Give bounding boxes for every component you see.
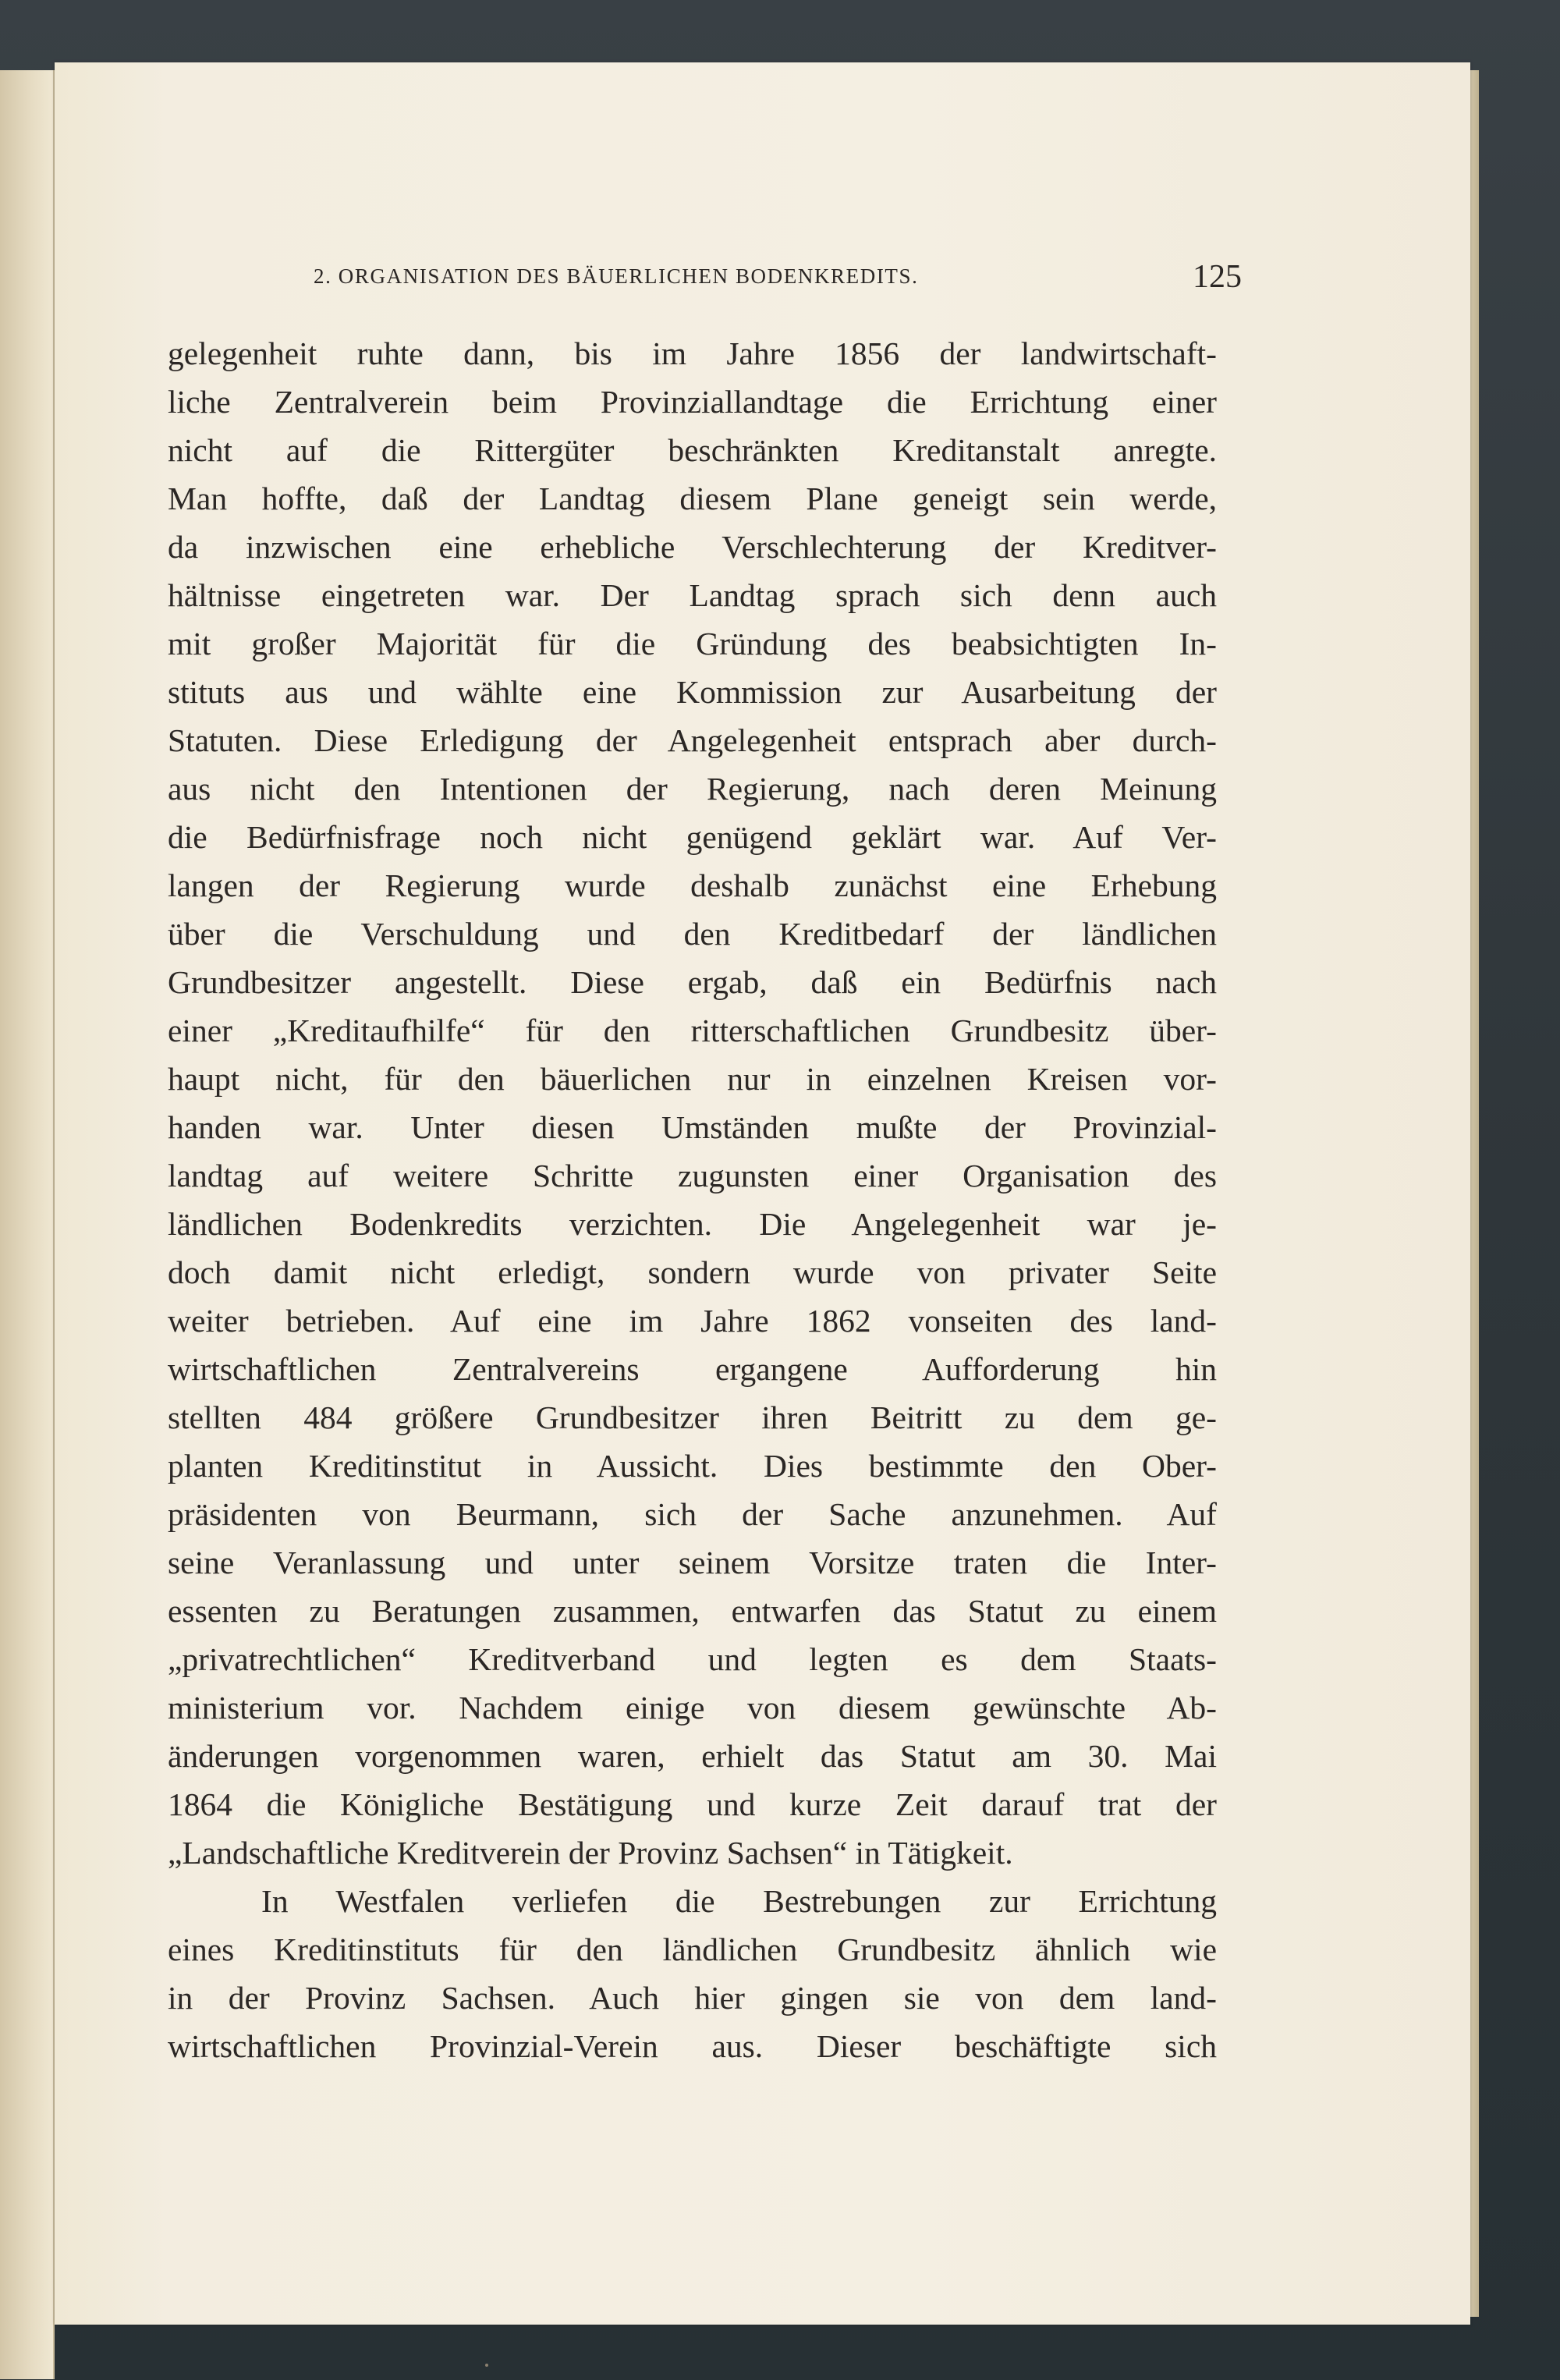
text-line: über die Verschuldung und den Kreditbedarf der ländlichen bbox=[168, 916, 1217, 952]
text-line: landtag auf weitere Schritte zugunsten einer Organisation des bbox=[168, 1158, 1217, 1194]
text-line: aus nicht den Intentionen der Regierung, nach deren Meinung bbox=[168, 771, 1217, 807]
text-line: Statuten. Diese Erledigung der Angelegenheit entsprach aber durch- bbox=[168, 722, 1217, 758]
text-line-paragraph-start: In Westfalen verliefen die Bestrebungen zur Errichtung bbox=[261, 1883, 1217, 1919]
text-line: „privatrechtlichen“ Kreditverband und legten es dem Staats- bbox=[168, 1641, 1217, 1677]
text-line: 1864 die Königliche Bestätigung und kurze Zeit darauf trat der bbox=[168, 1786, 1217, 1822]
text-line: ländlichen Bodenkredits verzichten. Die Angelegenheit war je- bbox=[168, 1206, 1217, 1242]
text-line: langen der Regierung wurde deshalb zunächst eine Erhebung bbox=[168, 867, 1217, 903]
text-line: präsidenten von Beurmann, sich der Sache anzunehmen. Auf bbox=[168, 1496, 1217, 1532]
body-text bbox=[168, 329, 1217, 2070]
text-line: „Landschaftliche Kreditverein der Provinz Sachsen“ in Tätigkeit. bbox=[168, 1835, 1013, 1871]
facing-page-edge bbox=[0, 70, 55, 2379]
text-line: nicht auf die Rittergüter beschränkten Kreditanstalt anregte. bbox=[168, 432, 1217, 468]
text-line: Man hoffte, daß der Landtag diesem Plane geneigt sein werde, bbox=[168, 481, 1217, 516]
text-line: wirtschaftlichen Provinzial-Verein aus. Dieser beschäftigte sich bbox=[168, 2028, 1217, 2064]
text-line: wirtschaftlichen Zentralvereins ergangene Aufforderung hin bbox=[168, 1351, 1217, 1387]
text-line: gelegenheit ruhte dann, bis im Jahre 1856 der landwirtschaft- bbox=[168, 335, 1217, 371]
text-line: seine Veranlassung und unter seinem Vorsitze traten die Inter- bbox=[168, 1545, 1217, 1580]
text-line: liche Zentralverein beim Provinziallandtage die Errichtung einer bbox=[168, 384, 1217, 420]
paper-speck bbox=[485, 2364, 488, 2367]
page-number: 125 bbox=[1193, 259, 1242, 295]
text-line: die Bedürfnisfrage noch nicht genügend geklärt war. Auf Ver- bbox=[168, 819, 1217, 855]
text-line: stellten 484 größere Grundbesitzer ihren Beitritt zu dem ge- bbox=[168, 1399, 1217, 1435]
text-line: essenten zu Beratungen zusammen, entwarfen das Statut zu einem bbox=[168, 1593, 1217, 1629]
text-line: doch damit nicht erledigt, sondern wurde von privater Seite bbox=[168, 1254, 1217, 1290]
text-line: Grundbesitzer angestellt. Diese ergab, daß ein Bedürfnis nach bbox=[168, 964, 1217, 1000]
text-line: eines Kreditinstituts für den ländlichen Grundbesitz ähnlich wie bbox=[168, 1931, 1217, 1967]
text-line: stituts aus und wählte eine Kommission zur Ausarbeitung der bbox=[168, 674, 1217, 710]
text-line: ministerium vor. Nachdem einige von diesem gewünschte Ab- bbox=[168, 1690, 1217, 1726]
text-line: mit großer Majorität für die Gründung des beabsichtigten In- bbox=[168, 626, 1217, 662]
text-line: da inzwischen eine erhebliche Verschlechterung der Kreditver- bbox=[168, 529, 1217, 565]
text-line: planten Kreditinstitut in Aussicht. Dies bestimmte den Ober- bbox=[168, 1448, 1217, 1484]
text-line: haupt nicht, für den bäuerlichen nur in einzelnen Kreisen vor- bbox=[168, 1061, 1217, 1097]
running-head bbox=[314, 259, 1242, 302]
text-line: in der Provinz Sachsen. Auch hier gingen sie von dem land- bbox=[168, 1980, 1217, 2016]
text-line: änderungen vorgenommen waren, erhielt das Statut am 30. Mai bbox=[168, 1738, 1217, 1774]
running-head-title: 2. ORGANISATION DES BÄUERLICHEN BODENKREDITS. bbox=[314, 264, 919, 288]
text-line: handen war. Unter diesen Umständen mußte der Provinzial- bbox=[168, 1109, 1217, 1145]
text-line: einer „Kreditaufhilfe“ für den ritterschaftlichen Grundbesitz über- bbox=[168, 1013, 1217, 1048]
text-line: hältnisse eingetreten war. Der Landtag sprach sich denn auch bbox=[168, 577, 1217, 613]
text-line: weiter betrieben. Auf eine im Jahre 1862 vonseiten des land- bbox=[168, 1303, 1217, 1339]
